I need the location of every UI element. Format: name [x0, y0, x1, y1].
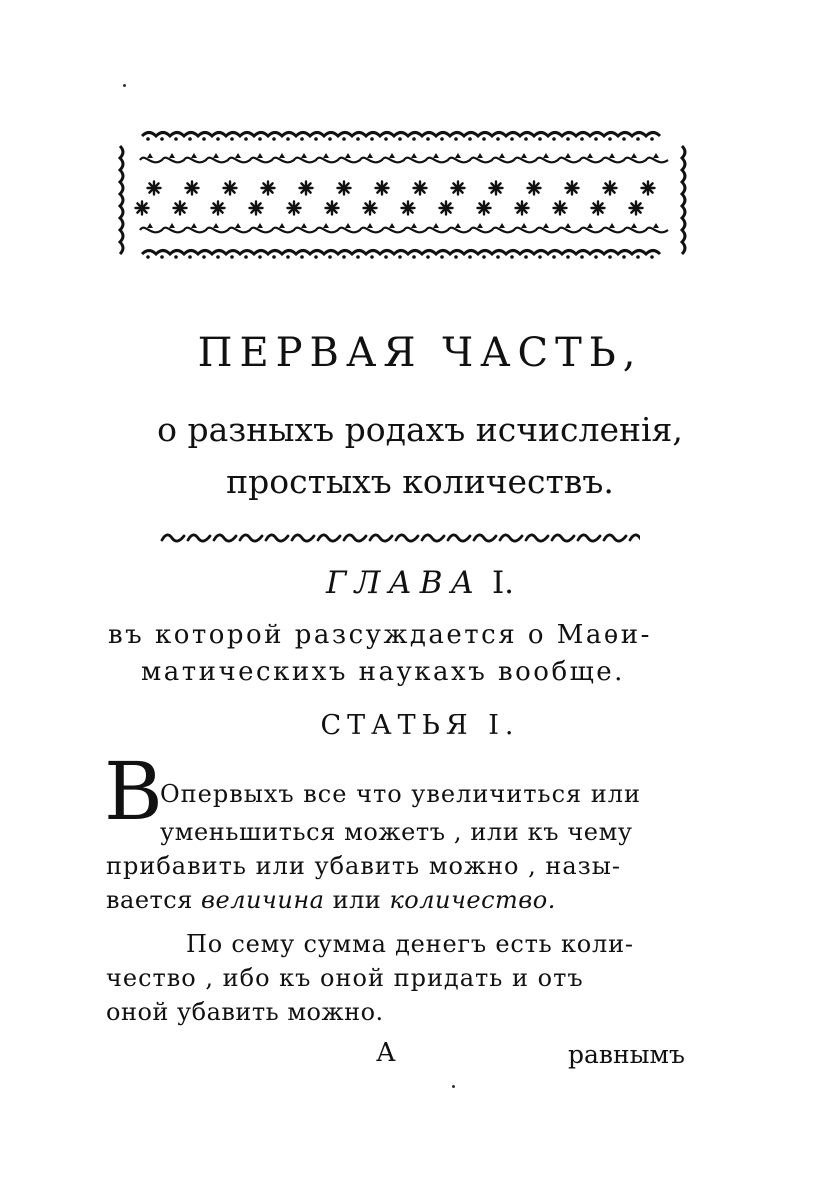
scroll-dot-icon — [594, 137, 598, 141]
asterisk-icon — [452, 182, 465, 195]
asterisk-icon — [174, 202, 187, 215]
leaf-icon — [477, 223, 483, 228]
leaf-icon — [543, 223, 549, 228]
leaf-icon — [345, 153, 351, 158]
scroll-dot-icon — [650, 255, 654, 259]
scroll-dot-icon — [342, 137, 346, 141]
scroll-dot-icon — [552, 137, 556, 141]
leaf-icon — [455, 153, 461, 158]
scroll-dot-icon — [188, 137, 192, 141]
scroll-dot-icon — [636, 137, 640, 141]
leaf-icon — [147, 223, 153, 228]
headpiece-ornament-icon — [112, 126, 690, 266]
scroll-dot-icon — [370, 255, 374, 259]
ornamental-headpiece — [112, 126, 690, 266]
scroll-dot-icon — [356, 255, 360, 259]
scroll-dot-icon — [160, 255, 164, 259]
scroll-dot-icon — [566, 255, 570, 259]
leaf-icon — [191, 153, 197, 158]
scroll-dot-icon — [524, 255, 528, 259]
paragraph-1-line-2: уменьшиться можетъ , или къ чему — [160, 818, 633, 846]
scroll-dot-icon — [426, 137, 430, 141]
paragraph-1-line-3: прибавить или убавить можно , назы- — [106, 852, 621, 880]
scroll-dot-icon — [356, 137, 360, 141]
scroll-dot-icon — [496, 255, 500, 259]
leaf-icon — [169, 223, 175, 228]
scroll-dot-icon — [580, 255, 584, 259]
scroll-dot-icon — [244, 255, 248, 259]
leaf-icon — [653, 153, 659, 158]
scroll-dot-icon — [412, 137, 416, 141]
leaf-icon — [411, 223, 417, 228]
leaf-icon — [433, 223, 439, 228]
asterisk-icon — [338, 182, 351, 195]
scroll-dot-icon — [636, 255, 640, 259]
wave-glyph-icon — [448, 535, 470, 541]
scroll-dot-icon — [440, 137, 444, 141]
italic-term-quantity: количество. — [389, 886, 556, 914]
leaf-icon — [345, 223, 351, 228]
scroll-dot-icon — [216, 255, 220, 259]
wave-glyph-icon — [162, 535, 184, 541]
scroll-band-icon — [142, 251, 660, 255]
asterisk-icon — [414, 182, 427, 195]
leaf-icon — [147, 153, 153, 158]
scroll-dot-icon — [258, 255, 262, 259]
asterisk-icon — [478, 202, 491, 215]
asterisk-icon — [402, 202, 415, 215]
scroll-dot-icon — [454, 137, 458, 141]
asterisk-icon — [630, 202, 643, 215]
asterisk-icon — [642, 182, 655, 195]
leaf-icon — [587, 153, 593, 158]
wave-glyph-icon — [370, 535, 392, 541]
chapter-description-line-1: въ которой разсуждается о Маѳи- — [108, 620, 652, 650]
part-title: ПЕРВАЯ ЧАСТЬ, — [197, 330, 643, 376]
leaf-icon — [477, 153, 483, 158]
wave-glyph-icon — [318, 535, 340, 541]
scroll-dot-icon — [286, 255, 290, 259]
wave-glyph-icon — [526, 535, 548, 541]
leaf-icon — [257, 153, 263, 158]
scroll-band-icon — [142, 133, 660, 137]
asterisk-icon — [554, 202, 567, 215]
leaf-icon — [367, 153, 373, 158]
paragraph-2-line-2: чество , ибо къ оной придать и отъ — [106, 964, 584, 992]
scroll-dot-icon — [398, 255, 402, 259]
leaf-icon — [389, 223, 395, 228]
scroll-dot-icon — [468, 137, 472, 141]
scroll-dot-icon — [538, 137, 542, 141]
leaf-icon — [323, 153, 329, 158]
scroll-dot-icon — [384, 137, 388, 141]
scroll-dot-icon — [230, 255, 234, 259]
leaf-icon — [411, 153, 417, 158]
wave-glyph-icon — [396, 535, 418, 541]
scroll-dot-icon — [468, 255, 472, 259]
scroll-dot-icon — [188, 255, 192, 259]
asterisk-icon — [212, 202, 225, 215]
scroll-dot-icon — [216, 137, 220, 141]
leaf-icon — [565, 153, 571, 158]
scroll-dot-icon — [328, 255, 332, 259]
scroll-dot-icon — [230, 137, 234, 141]
scroll-dot-icon — [272, 255, 276, 259]
scroll-dot-icon — [146, 137, 150, 141]
scroll-dot-icon — [608, 255, 612, 259]
leaf-icon — [389, 153, 395, 158]
wave-glyph-icon — [266, 535, 288, 541]
scroll-dot-icon — [300, 255, 304, 259]
leaf-icon — [609, 153, 615, 158]
side-scroll-icon — [682, 146, 685, 254]
asterisk-icon — [326, 202, 339, 215]
article-heading: СТАТЬЯ І. — [320, 710, 520, 741]
scroll-dot-icon — [384, 255, 388, 259]
wave-glyph-icon — [552, 535, 574, 541]
scroll-dot-icon — [370, 137, 374, 141]
scroll-dot-icon — [454, 255, 458, 259]
leaf-icon — [213, 153, 219, 158]
leaf-icon — [499, 223, 505, 228]
leaf-icon — [301, 153, 307, 158]
scroll-dot-icon — [608, 137, 612, 141]
wave-glyph-icon — [500, 535, 522, 541]
scroll-dot-icon — [594, 255, 598, 259]
scroll-dot-icon — [328, 137, 332, 141]
leaf-icon — [653, 223, 659, 228]
leaf-icon — [499, 153, 505, 158]
leaf-icon — [609, 223, 615, 228]
scroll-dot-icon — [286, 137, 290, 141]
asterisk-icon — [440, 202, 453, 215]
asterisk-icon — [528, 182, 541, 195]
leaf-icon — [367, 223, 373, 228]
wave-glyph-icon — [292, 535, 314, 541]
side-scroll-icon — [120, 146, 123, 254]
leaf-icon — [257, 223, 263, 228]
asterisk-icon — [566, 182, 579, 195]
scroll-dot-icon — [552, 255, 556, 259]
leaf-icon — [433, 153, 439, 158]
scroll-dot-icon — [510, 255, 514, 259]
wave-glyph-icon — [422, 535, 444, 541]
scroll-dot-icon — [580, 137, 584, 141]
ink-speck — [452, 1085, 455, 1088]
leaf-icon — [191, 223, 197, 228]
wave-glyph-icon — [344, 535, 366, 541]
ink-speck — [123, 84, 126, 87]
scroll-dot-icon — [258, 137, 262, 141]
italic-term-magnitude: величина — [201, 886, 325, 914]
scroll-dot-icon — [300, 137, 304, 141]
catchword: равнымъ — [568, 1040, 685, 1069]
leaf-icon — [631, 153, 637, 158]
scroll-dot-icon — [510, 137, 514, 141]
wave-glyph-icon — [214, 535, 236, 541]
scroll-dot-icon — [314, 137, 318, 141]
vine-band-icon — [140, 228, 668, 233]
leaf-icon — [213, 223, 219, 228]
text-segment: или — [324, 886, 390, 914]
asterisk-icon — [148, 182, 161, 195]
scroll-dot-icon — [146, 255, 150, 259]
scroll-dot-icon — [202, 137, 206, 141]
asterisk-icon — [592, 202, 605, 215]
scroll-dot-icon — [398, 137, 402, 141]
asterisk-icon — [186, 182, 199, 195]
chapter-heading — [0, 565, 840, 601]
text-segment: вается — [106, 886, 202, 914]
leaf-icon — [235, 153, 241, 158]
scroll-dot-icon — [342, 255, 346, 259]
wave-glyph-icon — [604, 535, 626, 541]
leaf-icon — [565, 223, 571, 228]
scroll-dot-icon — [566, 137, 570, 141]
leaf-icon — [169, 153, 175, 158]
leaf-icon — [455, 223, 461, 228]
scroll-dot-icon — [440, 255, 444, 259]
scroll-dot-icon — [174, 137, 178, 141]
chapter-description-line-2: матическихъ наукахъ вообще. — [141, 657, 625, 687]
leaf-icon — [587, 223, 593, 228]
leaf-icon — [521, 153, 527, 158]
wave-glyph-icon — [474, 535, 496, 541]
scroll-dot-icon — [272, 137, 276, 141]
scroll-dot-icon — [622, 255, 626, 259]
scroll-dot-icon — [174, 255, 178, 259]
leaf-icon — [543, 153, 549, 158]
asterisk-icon — [224, 182, 237, 195]
asterisk-icon — [262, 182, 275, 195]
scroll-dot-icon — [650, 137, 654, 141]
asterisk-icon — [376, 182, 389, 195]
scroll-dot-icon — [496, 137, 500, 141]
paragraph-2-line-1: По сему сумма денегъ есть коли- — [186, 930, 634, 958]
asterisk-icon — [288, 202, 301, 215]
chapter-word: ГЛАВА — [325, 565, 483, 601]
scroll-dot-icon — [622, 137, 626, 141]
asterisk-icon — [300, 182, 313, 195]
asterisk-icon — [604, 182, 617, 195]
wave-glyph-icon — [240, 535, 262, 541]
asterisk-icon — [516, 202, 529, 215]
scroll-dot-icon — [314, 255, 318, 259]
wave-glyph-icon — [188, 535, 210, 541]
ornamental-divider — [158, 530, 640, 546]
wave-glyph-icon — [630, 535, 640, 541]
leaf-icon — [521, 223, 527, 228]
asterisk-icon — [136, 202, 149, 215]
vine-band-icon — [140, 158, 668, 163]
scroll-dot-icon — [412, 255, 416, 259]
wave-glyph-icon — [578, 535, 600, 541]
leaf-icon — [279, 223, 285, 228]
leaf-icon — [301, 223, 307, 228]
part-subtitle-line-2: простыхъ количествъ. — [226, 462, 614, 501]
asterisk-icon — [490, 182, 503, 195]
chapter-number: I. — [491, 565, 515, 601]
leaf-icon — [279, 153, 285, 158]
scroll-dot-icon — [244, 137, 248, 141]
scroll-dot-icon — [538, 255, 542, 259]
scroll-dot-icon — [524, 137, 528, 141]
scroll-dot-icon — [426, 255, 430, 259]
paragraph-1-line-4 — [106, 886, 556, 914]
drop-cap: В — [104, 745, 163, 838]
scroll-dot-icon — [160, 137, 164, 141]
scroll-dot-icon — [482, 255, 486, 259]
leaf-icon — [631, 223, 637, 228]
leaf-icon — [235, 223, 241, 228]
part-subtitle-line-1: о разныхъ родахъ исчисленія, — [157, 410, 683, 449]
signature-mark: А — [376, 1038, 396, 1068]
paragraph-2-line-3: оной убавить можно. — [106, 998, 384, 1026]
paragraph-1-line-1: Опервыхъ все что увеличиться или — [160, 780, 642, 808]
asterisk-icon — [250, 202, 263, 215]
wave-divider-icon — [158, 530, 640, 546]
asterisk-icon — [364, 202, 377, 215]
scroll-dot-icon — [202, 255, 206, 259]
scroll-dot-icon — [482, 137, 486, 141]
leaf-icon — [323, 223, 329, 228]
